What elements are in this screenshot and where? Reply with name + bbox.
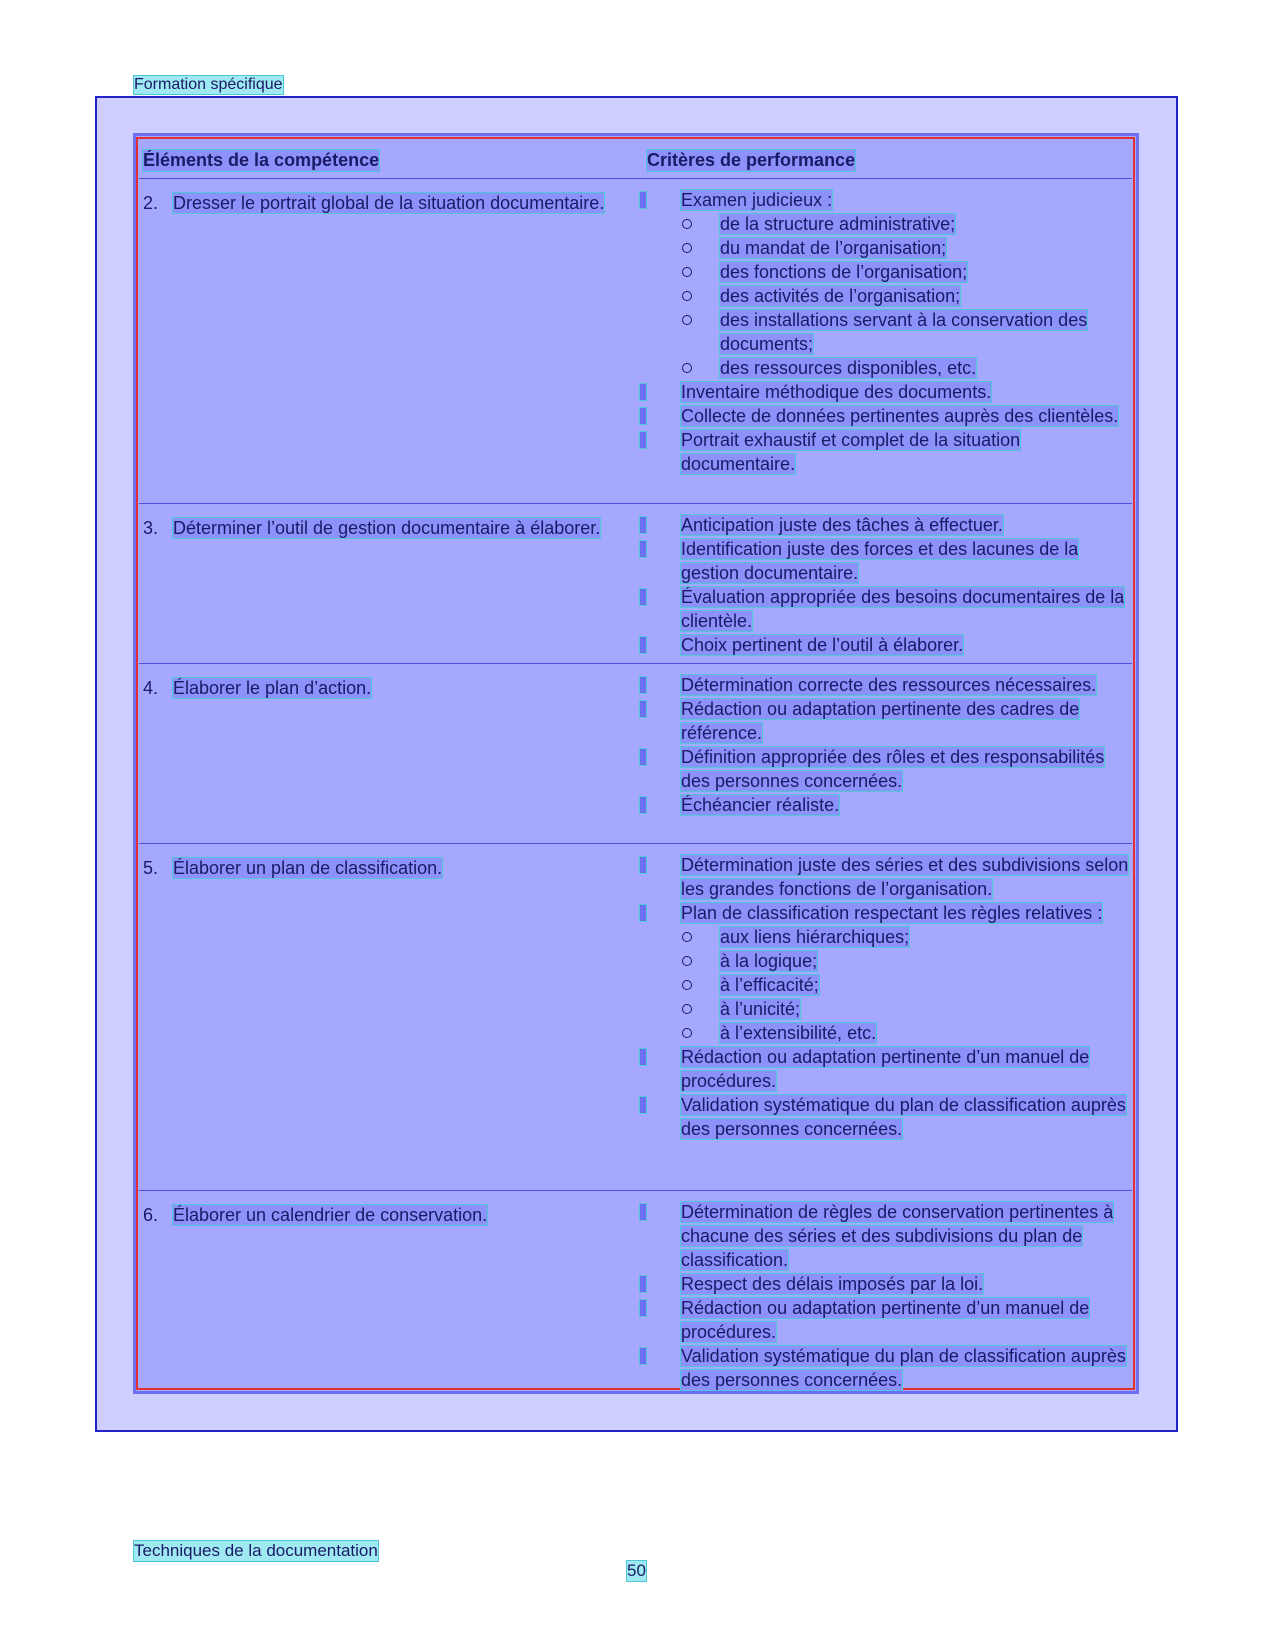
criteria-list	[642, 513, 1132, 657]
bullet-icon	[640, 637, 646, 653]
criterion-text: Inventaire méthodique des documents.	[681, 382, 992, 402]
sub-criterion-item	[642, 212, 1132, 236]
sub-criterion-text: des activités de l’organisation;	[720, 286, 961, 306]
page-header: Formation spécifique	[134, 76, 283, 93]
criteria-list	[642, 188, 1132, 476]
criterion-item	[642, 1296, 1132, 1344]
bullet-icon	[640, 857, 646, 873]
sub-criterion-text: du mandat de l’organisation;	[720, 238, 947, 258]
table-row	[139, 843, 1132, 1191]
criterion-item	[642, 1093, 1132, 1141]
sub-criterion-item	[642, 973, 1132, 997]
criterion-text: Portrait exhaustif et complet de la situation documentaire.	[681, 430, 1021, 474]
criterion-item	[642, 1272, 1132, 1296]
criterion-item	[642, 380, 1132, 404]
sub-criterion-text: des fonctions de l’organisation;	[720, 262, 968, 282]
circle-bullet-icon	[682, 267, 692, 277]
criterion-text: Plan de classification respectant les règles relatives :	[681, 903, 1103, 923]
criterion-text: Respect des délais imposés par la loi.	[681, 1274, 984, 1294]
criterion-text: Rédaction ou adaptation pertinente des cadres de référence.	[681, 699, 1080, 743]
sub-criterion-item	[642, 1021, 1132, 1045]
criterion-item	[642, 853, 1132, 901]
sub-criterion-item	[642, 949, 1132, 973]
bullet-icon	[640, 1276, 646, 1292]
sub-criterion-item	[642, 997, 1132, 1021]
sub-criterion-text: des installations servant à la conservation des documents;	[720, 310, 1088, 354]
circle-bullet-icon	[682, 243, 692, 253]
criterion-item	[642, 188, 1132, 212]
criterion-text: Détermination correcte des ressources nécessaires.	[681, 675, 1097, 695]
criterion-text: Validation systématique du plan de classification auprès des personnes concernées.	[681, 1346, 1126, 1390]
circle-bullet-icon	[682, 932, 692, 942]
circle-bullet-icon	[682, 363, 692, 373]
circle-bullet-icon	[682, 980, 692, 990]
criterion-text: Rédaction ou adaptation pertinente d’un manuel de procédures.	[681, 1047, 1090, 1091]
circle-bullet-icon	[682, 315, 692, 325]
circle-bullet-icon	[682, 219, 692, 229]
table-row	[139, 1190, 1132, 1389]
criterion-item	[642, 404, 1132, 428]
criterion-item	[642, 1344, 1132, 1392]
sub-criterion-item	[642, 236, 1132, 260]
sub-criterion-item	[642, 356, 1132, 380]
element-text: Déterminer l’outil de gestion documentaire à élaborer.	[173, 518, 601, 538]
circle-bullet-icon	[682, 1004, 692, 1014]
bullet-icon	[640, 797, 646, 813]
criterion-text: Définition appropriée des rôles et des responsabilités des personnes concernées.	[681, 747, 1105, 791]
bullet-icon	[640, 1204, 646, 1220]
circle-bullet-icon	[682, 956, 692, 966]
bullet-icon	[640, 1097, 646, 1113]
bullet-icon	[640, 517, 646, 533]
sub-criterion-text: à la logique;	[720, 951, 818, 971]
bullet-icon	[640, 905, 646, 921]
bullet-icon	[640, 408, 646, 424]
element-text: Dresser le portrait global de la situation documentaire.	[173, 193, 605, 213]
table-row	[139, 663, 1132, 844]
criterion-text: Identification juste des forces et des lacunes de la gestion documentaire.	[681, 539, 1079, 583]
sub-criterion-item	[642, 925, 1132, 949]
table-row	[139, 178, 1132, 504]
bullet-icon	[640, 1049, 646, 1065]
column-header-elements: Éléments de la compétence	[143, 150, 380, 170]
sub-criterion-text: à l’efficacité;	[720, 975, 819, 995]
criteria-list	[642, 673, 1132, 817]
criterion-text: Évaluation appropriée des besoins documentaires de la clientèle.	[681, 587, 1125, 631]
bullet-icon	[640, 384, 646, 400]
bullet-icon	[640, 192, 646, 208]
element-number: 6.	[143, 1205, 159, 1225]
sub-criterion-text: aux liens hiérarchiques;	[720, 927, 910, 947]
bullet-icon	[640, 701, 646, 717]
page-number: 50	[627, 1561, 646, 1580]
criterion-item	[642, 1045, 1132, 1093]
element-text: Élaborer le plan d’action.	[173, 678, 372, 698]
bullet-icon	[640, 589, 646, 605]
bullet-icon	[640, 1300, 646, 1316]
criterion-text: Anticipation juste des tâches à effectuer.	[681, 515, 1003, 535]
criterion-text: Choix pertinent de l’outil à élaborer.	[681, 635, 964, 655]
criterion-item	[642, 513, 1132, 537]
criterion-item	[642, 901, 1132, 925]
bullet-icon	[640, 677, 646, 693]
sub-criterion-item	[642, 308, 1132, 356]
criteria-list	[642, 1200, 1132, 1392]
criterion-text: Détermination juste des séries et des subdivisions selon les grandes fonctions de l’organisation.	[681, 855, 1129, 899]
criterion-text: Échéancier réaliste.	[681, 795, 840, 815]
criterion-text: Rédaction ou adaptation pertinente d’un manuel de procédures.	[681, 1298, 1090, 1342]
criterion-text: Validation systématique du plan de classification auprès des personnes concernées.	[681, 1095, 1126, 1139]
sub-criterion-text: à l’unicité;	[720, 999, 801, 1019]
criterion-item	[642, 537, 1132, 585]
column-header-criteria: Critères de performance	[647, 150, 856, 170]
element-text: Élaborer un plan de classification.	[173, 858, 443, 878]
criterion-text: Collecte de données pertinentes auprès des clientèles.	[681, 406, 1119, 426]
sub-criterion-text: des ressources disponibles, etc.	[720, 358, 977, 378]
bullet-icon	[640, 541, 646, 557]
element-number: 2.	[143, 193, 159, 213]
criterion-item	[642, 697, 1132, 745]
bullet-icon	[640, 1348, 646, 1364]
criterion-item	[642, 745, 1132, 793]
criterion-item	[642, 673, 1132, 697]
criterion-text: Détermination de règles de conservation pertinentes à chacune des séries et des subdivisions du plan de classification.	[681, 1202, 1114, 1270]
criterion-text: Examen judicieux :	[681, 190, 833, 210]
table-row	[139, 503, 1132, 664]
element-number: 4.	[143, 678, 159, 698]
element-number: 5.	[143, 858, 159, 878]
criterion-item	[642, 1200, 1132, 1272]
criterion-item	[642, 793, 1132, 817]
element-number: 3.	[143, 518, 159, 538]
criterion-item	[642, 428, 1132, 476]
bullet-icon	[640, 749, 646, 765]
circle-bullet-icon	[682, 291, 692, 301]
criterion-item	[642, 633, 1132, 657]
bullet-icon	[640, 432, 646, 448]
sub-criterion-text: à l’extensibilité, etc.	[720, 1023, 877, 1043]
criterion-item	[642, 585, 1132, 633]
sub-criterion-text: de la structure administrative;	[720, 214, 956, 234]
page-footer: Techniques de la documentation	[134, 1541, 378, 1560]
sub-criterion-item	[642, 260, 1132, 284]
circle-bullet-icon	[682, 1028, 692, 1038]
criteria-list	[642, 853, 1132, 1141]
element-text: Élaborer un calendrier de conservation.	[173, 1205, 488, 1225]
sub-criterion-item	[642, 284, 1132, 308]
